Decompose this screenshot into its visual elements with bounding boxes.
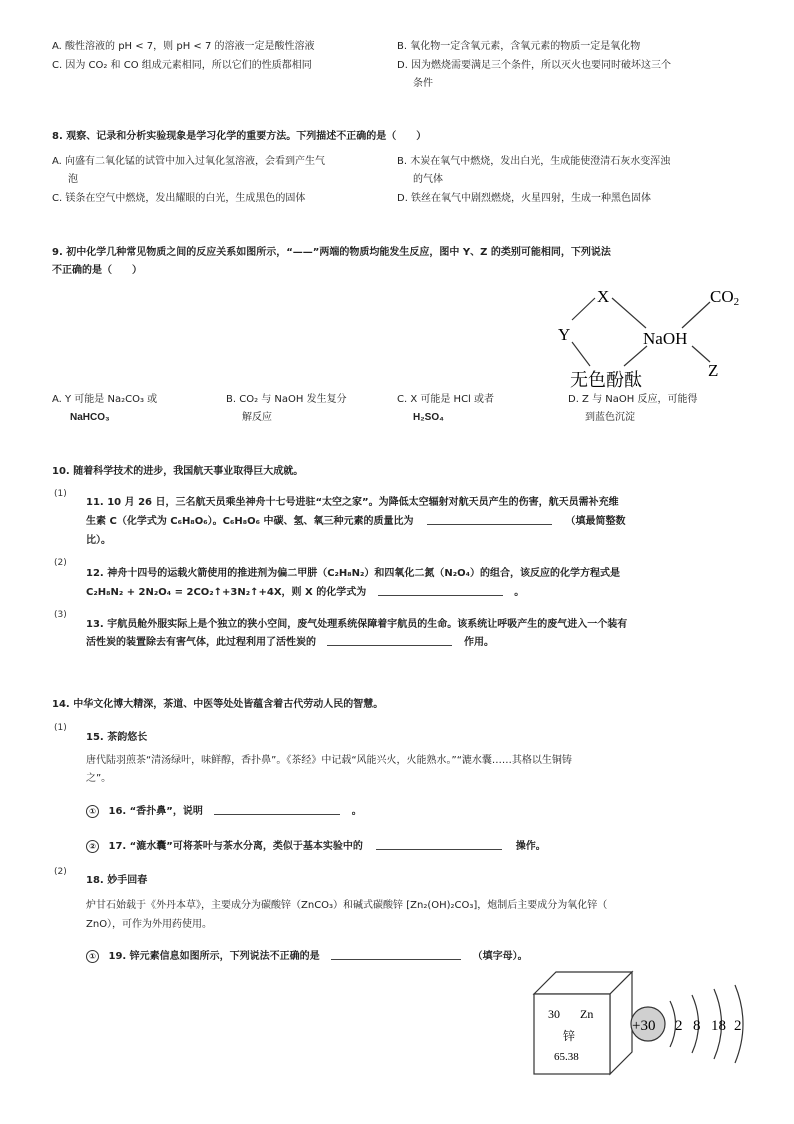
q17-line: ② 17. “漉水囊”可将茶叶与茶水分离，类似于基本实验中的 操作。	[86, 838, 546, 855]
q8-stem: 8. 观察、记录和分析实验现象是学习化学的重要方法。下列描述不正确的是（ ）	[52, 131, 427, 142]
node-naoh: NaOH	[643, 329, 688, 348]
part-label: (1)	[54, 723, 67, 733]
q18-title: 18. 妙手回春	[86, 875, 148, 886]
circled-number: ②	[86, 840, 99, 853]
q7-option-b: B. 氧化物一定含氧元素，含氧元素的物质一定是氧化物	[397, 41, 641, 52]
q12-answer-blank[interactable]	[378, 585, 503, 596]
q11-answer-blank[interactable]	[427, 514, 552, 525]
q8-option-d: D. 铁丝在氧气中剧烈燃烧，火星四射，生成一种黑色固体	[397, 193, 652, 204]
q10-stem: 10. 随着科学技术的进步，我国航天事业取得巨大成就。	[52, 466, 304, 477]
atomic-mass: 65.38	[554, 1051, 579, 1063]
q9-option-a-cont: NaHCO₃	[70, 412, 110, 423]
q13-line2: 活性炭的装置除去有害气体，此过程利用了活性炭的 作用。	[86, 637, 494, 648]
q12-line1: 12. 神舟十四号的运载火箭使用的推进剂为偏二甲肼（C₂H₈N₂）和四氧化二氮（N₂O₄）的组合，该反应的化学方程式是	[86, 568, 621, 579]
q9-option-d: D. Z 与 NaOH 反应，可能得	[568, 394, 698, 405]
q9-option-b: B. CO₂ 与 NaOH 发生复分	[226, 394, 347, 405]
q17-answer-blank[interactable]	[376, 839, 502, 850]
shell-4-count: 2	[734, 1018, 742, 1034]
q16-answer-blank[interactable]	[214, 804, 340, 815]
reaction-diagram	[550, 282, 750, 390]
calamine-text-line2: ZnO），可作为外用药使用。	[86, 919, 213, 930]
node-x: X	[597, 287, 610, 306]
q19-line: ① 19. 锌元素信息如图所示，下列说法不正确的是 （填字母）。	[86, 948, 528, 965]
q9-stem-cont: 不正确的是（ ）	[52, 265, 142, 276]
q11-line3: 比）。	[86, 535, 111, 546]
q7-option-a: A. 酸性溶液的 pH < 7，则 pH < 7 的溶液一定是酸性溶液	[52, 41, 315, 52]
q9-option-a: A. Y 可能是 Na₂CO₃ 或	[52, 394, 158, 405]
circled-number: ①	[86, 805, 99, 818]
node-z: Z	[708, 361, 719, 380]
shell-3-count: 18	[711, 1018, 726, 1034]
q15-title: 15. 茶韵悠长	[86, 732, 148, 743]
tea-text-line1: 唐代陆羽煎茶“清汤绿叶，味鲜醇，香扑鼻”。《茶经》中记载“风能兴火，火能熟水。”“漉水囊……其格以生铜铸	[86, 755, 572, 766]
part-label: (3)	[54, 610, 67, 620]
q8-option-a-cont: 泡	[68, 174, 78, 185]
node-phenolphthalein: 无色酚酞	[570, 370, 642, 390]
q8-option-c: C. 镁条在空气中燃烧，发出耀眼的白光，生成黑色的固体	[52, 193, 306, 204]
q19-answer-blank[interactable]	[331, 949, 461, 960]
zinc-element-figure	[530, 968, 760, 1078]
q16-line: ① 16. “香扑鼻”，说明 。	[86, 803, 362, 820]
tea-text-line2: 之”。	[86, 773, 112, 784]
q7-option-d: D. 因为燃烧需要满足三个条件，所以灭火也要同时破坏这三个	[397, 60, 672, 71]
shell-2-count: 8	[693, 1018, 701, 1034]
node-y: Y	[558, 325, 571, 344]
atomic-number: 30	[548, 1007, 560, 1021]
q7-option-d-cont: 条件	[413, 78, 433, 89]
q11-line1: 11. 10 月 26 日，三名航天员乘坐神舟十七号进驻“太空之家”。为降低太空辐射对航天员产生的伤害，航天员需补充维	[86, 497, 619, 508]
element-symbol: Zn	[580, 1007, 594, 1021]
q9-option-b-cont: 解反应	[242, 412, 272, 423]
circled-number: ①	[86, 950, 99, 963]
node-co2: CO2	[710, 287, 740, 308]
q11-line2: 生素 C（化学式为 C₆H₈O₆）。C₆H₈O₆ 中碳、氢、氧三种元素的质量比为 （填最简整数	[86, 516, 626, 527]
q9-stem: 9. 初中化学几种常见物质之间的反应关系如图所示，“——”两端的物质均能发生反应，图中 Y、Z 的类别可能相同，下列说法	[52, 247, 611, 258]
q12-line2: C₂H₈N₂ + 2N₂O₄ = 2CO₂↑+3N₂↑+4X，则 X 的化学式为 。	[86, 587, 525, 598]
nucleus-charge: +30	[632, 1018, 656, 1034]
part-label: (2)	[54, 867, 67, 877]
q13-line1: 13. 宇航员舱外服实际上是个独立的狭小空间，废气处理系统保障着宇航员的生命。该系统让呼吸产生的废气进入一个装有	[86, 619, 628, 630]
q8-option-b: B. 木炭在氧气中燃烧，发出白光，生成能使澄清石灰水变浑浊	[397, 156, 671, 167]
calamine-text-line1: 炉甘石始载于《外丹本草》，主要成分为碳酸锌（ZnCO₃）和碱式碳酸锌 [Zn₂(OH)₂CO₃]，炮制后主要成分为氧化锌（	[86, 900, 608, 911]
shell-1-count: 2	[675, 1018, 683, 1034]
q9-option-c-cont: H₂SO₄	[413, 412, 444, 423]
q9-option-d-cont: 到蓝色沉淀	[585, 412, 635, 423]
element-name: 锌	[563, 1029, 576, 1043]
q7-option-c: C. 因为 CO₂ 和 CO 组成元素相同，所以它们的性质都相同	[52, 60, 312, 71]
q8-option-a: A. 向盛有二氧化锰的试管中加入过氧化氢溶液，会看到产生气	[52, 156, 326, 167]
part-label: (2)	[54, 558, 67, 568]
q13-answer-blank[interactable]	[327, 635, 452, 646]
q8-option-b-cont: 的气体	[413, 174, 443, 185]
q9-option-c: C. X 可能是 HCl 或者	[397, 394, 495, 405]
q14-stem: 14. 中华文化博大精深，茶道、中医等处处皆蕴含着古代劳动人民的智慧。	[52, 699, 384, 710]
part-label: (1)	[54, 489, 67, 499]
